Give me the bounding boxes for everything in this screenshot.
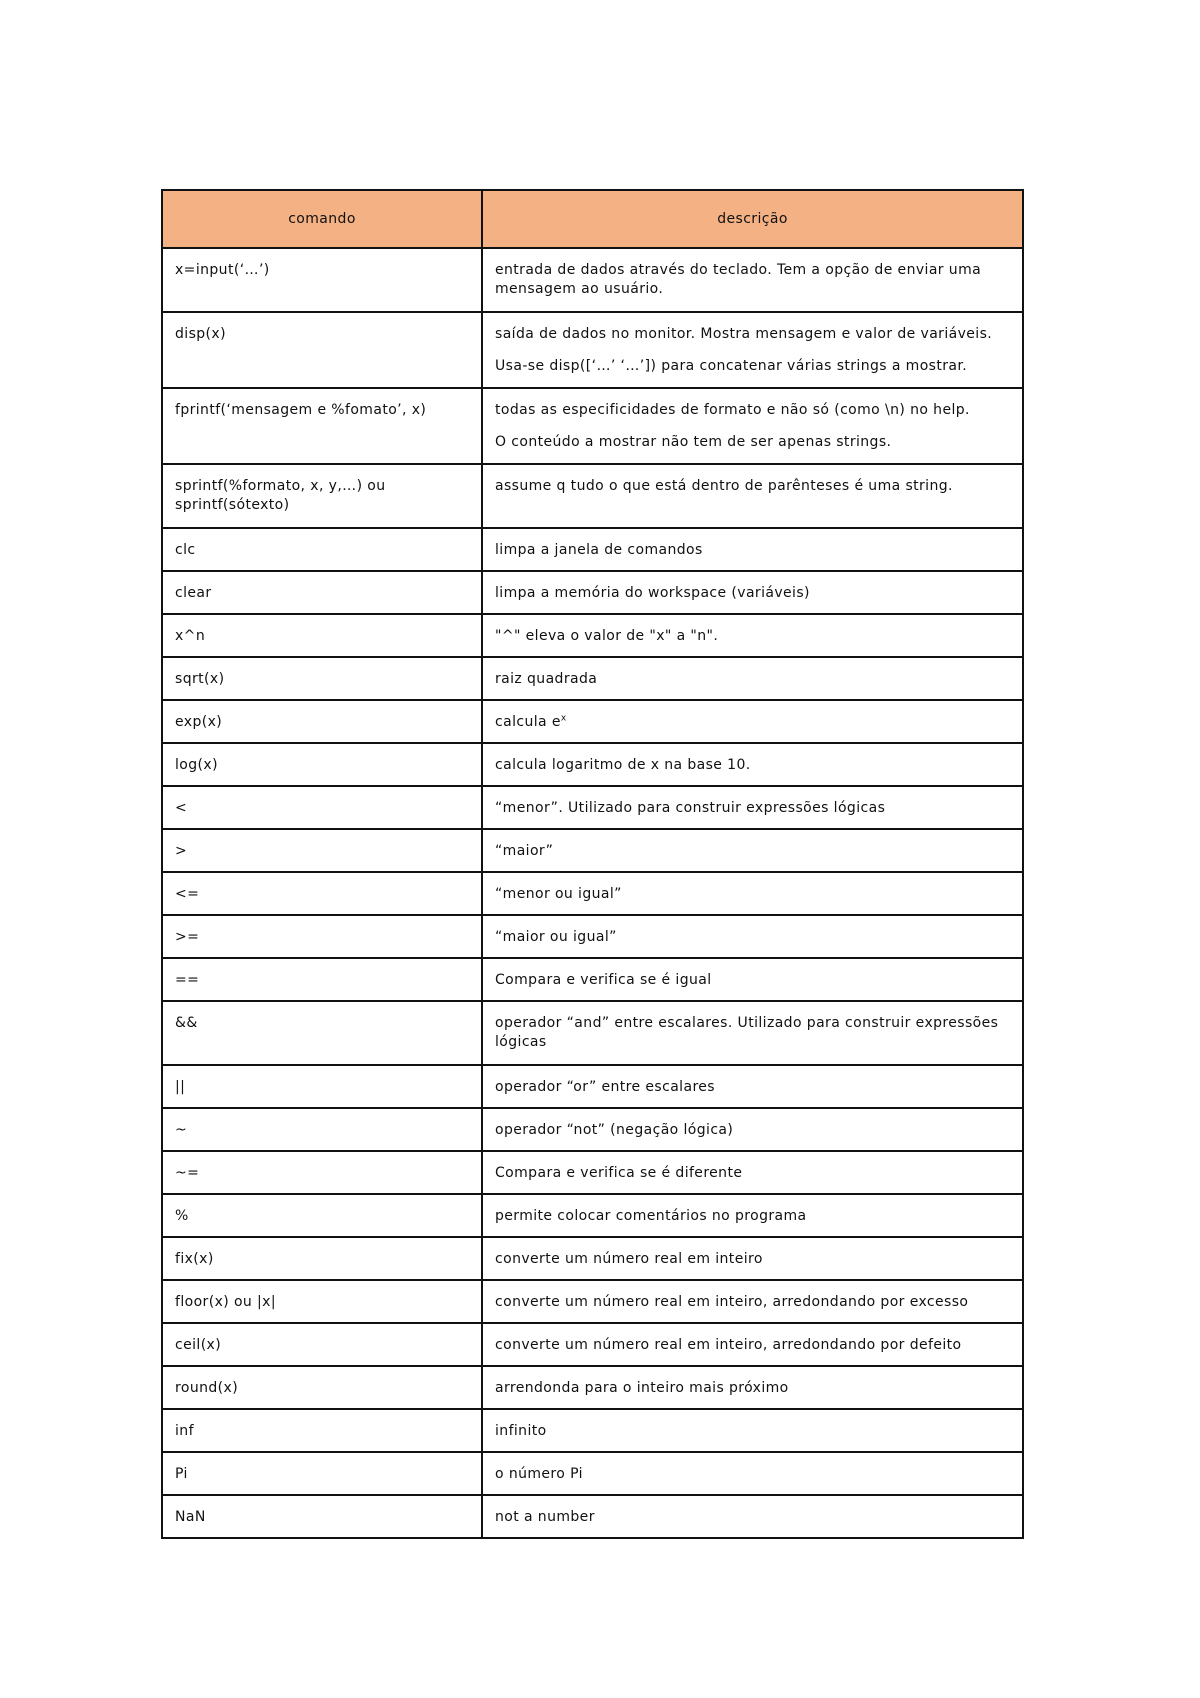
cell-description — [482, 1280, 1023, 1323]
cell-command: clc — [162, 528, 482, 571]
header-command: comando — [162, 190, 482, 248]
description-text: todas as especificidades de formato e não só (como \n) no help. — [495, 402, 970, 418]
description-text: converte um número real em inteiro, arredondando por defeito — [495, 1337, 962, 1353]
description-text: operador “not” (negação lógica) — [495, 1122, 734, 1138]
cell-command: NaN — [162, 1495, 482, 1538]
description-line — [495, 1465, 1012, 1484]
description-line — [495, 1078, 1012, 1097]
cell-description — [482, 700, 1023, 743]
cell-command: <= — [162, 872, 482, 915]
description-text: not a number — [495, 1509, 595, 1525]
cell-description — [482, 1065, 1023, 1108]
description-line — [495, 713, 1012, 732]
description-line — [495, 584, 1012, 603]
cell-description — [482, 614, 1023, 657]
cell-description — [482, 248, 1023, 312]
description-text: Compara e verifica se é igual — [495, 972, 712, 988]
cell-description — [482, 829, 1023, 872]
cell-command: == — [162, 958, 482, 1001]
table-row — [162, 388, 1023, 464]
cell-command: inf — [162, 1409, 482, 1452]
table-row — [162, 312, 1023, 388]
cell-command: disp(x) — [162, 312, 482, 388]
description-line — [495, 1422, 1012, 1441]
description-text: arrendonda para o inteiro mais próximo — [495, 1380, 789, 1396]
description-text: saída de dados no monitor. Mostra mensagem e valor de variáveis. — [495, 326, 993, 342]
table-row — [162, 1194, 1023, 1237]
cell-command: || — [162, 1065, 482, 1108]
table-row — [162, 1409, 1023, 1452]
cell-description — [482, 1151, 1023, 1194]
cell-description — [482, 1495, 1023, 1538]
header-description: descrição — [482, 190, 1023, 248]
cell-description — [482, 1237, 1023, 1280]
description-line — [495, 357, 1012, 376]
description-line — [495, 928, 1012, 947]
cell-description — [482, 958, 1023, 1001]
description-line — [495, 433, 1012, 452]
table-row — [162, 464, 1023, 528]
cell-description — [482, 1323, 1023, 1366]
description-text: calcula logaritmo de x na base 10. — [495, 757, 751, 773]
cell-command: ~= — [162, 1151, 482, 1194]
commands-table — [161, 189, 1024, 1539]
description-text: operador “and” entre escalares. Utilizado para construir expressões lógicas — [495, 1015, 999, 1050]
table-body — [162, 248, 1023, 1538]
description-text: operador “or” entre escalares — [495, 1079, 716, 1095]
description-text: “menor”. Utilizado para construir expressões lógicas — [495, 800, 886, 816]
cell-description — [482, 1108, 1023, 1151]
cell-description — [482, 312, 1023, 388]
cell-command: > — [162, 829, 482, 872]
table-row — [162, 1323, 1023, 1366]
description-text: assume q tudo o que está dentro de parênteses é uma string. — [495, 478, 953, 494]
cell-description — [482, 464, 1023, 528]
description-text: raiz quadrada — [495, 671, 598, 687]
cell-description — [482, 915, 1023, 958]
superscript-exponent: x — [560, 713, 567, 724]
description-text: "^" eleva o valor de "x" a "n". — [495, 628, 719, 644]
description-line — [495, 1508, 1012, 1527]
cell-description — [482, 1409, 1023, 1452]
table-row — [162, 1065, 1023, 1108]
cell-description — [482, 528, 1023, 571]
description-text: o número Pi — [495, 1466, 583, 1482]
table-row — [162, 1108, 1023, 1151]
description-line — [495, 1379, 1012, 1398]
table-row — [162, 1237, 1023, 1280]
table-row — [162, 1151, 1023, 1194]
description-text: O conteúdo a mostrar não tem de ser apenas strings. — [495, 434, 892, 450]
description-line — [495, 1164, 1012, 1183]
description-text: “maior ou igual” — [495, 929, 617, 945]
cell-command: fprintf(‘mensagem e %fomato’, x) — [162, 388, 482, 464]
description-line — [495, 670, 1012, 689]
description-line — [495, 1250, 1012, 1269]
table-row — [162, 1495, 1023, 1538]
description-text: converte um número real em inteiro, arredondando por excesso — [495, 1294, 969, 1310]
cell-command: < — [162, 786, 482, 829]
table-row — [162, 872, 1023, 915]
table-row — [162, 248, 1023, 312]
cell-description — [482, 1366, 1023, 1409]
cell-command: >= — [162, 915, 482, 958]
table-row — [162, 657, 1023, 700]
description-text: converte um número real em inteiro — [495, 1251, 763, 1267]
cell-description — [482, 657, 1023, 700]
description-line — [495, 261, 1012, 299]
table-row — [162, 958, 1023, 1001]
description-line — [495, 971, 1012, 990]
cell-description — [482, 786, 1023, 829]
cell-command: && — [162, 1001, 482, 1065]
table-row — [162, 915, 1023, 958]
table-header-row — [162, 190, 1023, 248]
description-text: “menor ou igual” — [495, 886, 622, 902]
cell-command: log(x) — [162, 743, 482, 786]
cell-description — [482, 1452, 1023, 1495]
description-text: entrada de dados através do teclado. Tem a opção de enviar uma mensagem ao usuário. — [495, 262, 982, 297]
cell-command: ~ — [162, 1108, 482, 1151]
cell-command: % — [162, 1194, 482, 1237]
description-line — [495, 627, 1012, 646]
description-text: “maior” — [495, 843, 554, 859]
cell-command: sprintf(%formato, x, y,…) ou sprintf(sótexto) — [162, 464, 482, 528]
cell-command: exp(x) — [162, 700, 482, 743]
description-line — [495, 477, 1012, 496]
table-row — [162, 528, 1023, 571]
cell-description — [482, 743, 1023, 786]
description-line — [495, 842, 1012, 861]
cell-command: x^n — [162, 614, 482, 657]
description-line — [495, 1121, 1012, 1140]
description-text: Usa-se disp([‘…’ ‘…’]) para concatenar várias strings a mostrar. — [495, 358, 968, 374]
table-row — [162, 1001, 1023, 1065]
table-row — [162, 571, 1023, 614]
cell-command: clear — [162, 571, 482, 614]
description-line — [495, 756, 1012, 775]
cell-command: Pi — [162, 1452, 482, 1495]
table-row — [162, 743, 1023, 786]
cell-command: x=input(‘…’) — [162, 248, 482, 312]
table-row — [162, 1366, 1023, 1409]
table-row — [162, 829, 1023, 872]
table-row — [162, 614, 1023, 657]
description-line — [495, 1293, 1012, 1312]
description-text: limpa a janela de comandos — [495, 542, 703, 558]
cell-command: round(x) — [162, 1366, 482, 1409]
table-row — [162, 1280, 1023, 1323]
cell-command: sqrt(x) — [162, 657, 482, 700]
table-row — [162, 700, 1023, 743]
description-text: calcula e — [495, 714, 561, 730]
cell-description — [482, 571, 1023, 614]
description-line — [495, 1014, 1012, 1052]
description-text: Compara e verifica se é diferente — [495, 1165, 743, 1181]
description-line — [495, 401, 1012, 420]
description-line — [495, 325, 1012, 344]
cell-description — [482, 1001, 1023, 1065]
cell-description — [482, 1194, 1023, 1237]
description-line — [495, 1207, 1012, 1226]
cell-command: ceil(x) — [162, 1323, 482, 1366]
description-text: infinito — [495, 1423, 547, 1439]
description-line — [495, 541, 1012, 560]
description-text: limpa a memória do workspace (variáveis) — [495, 585, 810, 601]
description-line — [495, 1336, 1012, 1355]
cell-description — [482, 872, 1023, 915]
description-line — [495, 799, 1012, 818]
cell-command: floor(x) ou |x| — [162, 1280, 482, 1323]
table-row — [162, 786, 1023, 829]
description-line — [495, 885, 1012, 904]
description-text: permite colocar comentários no programa — [495, 1208, 807, 1224]
cell-description — [482, 388, 1023, 464]
cell-command: fix(x) — [162, 1237, 482, 1280]
table-row — [162, 1452, 1023, 1495]
